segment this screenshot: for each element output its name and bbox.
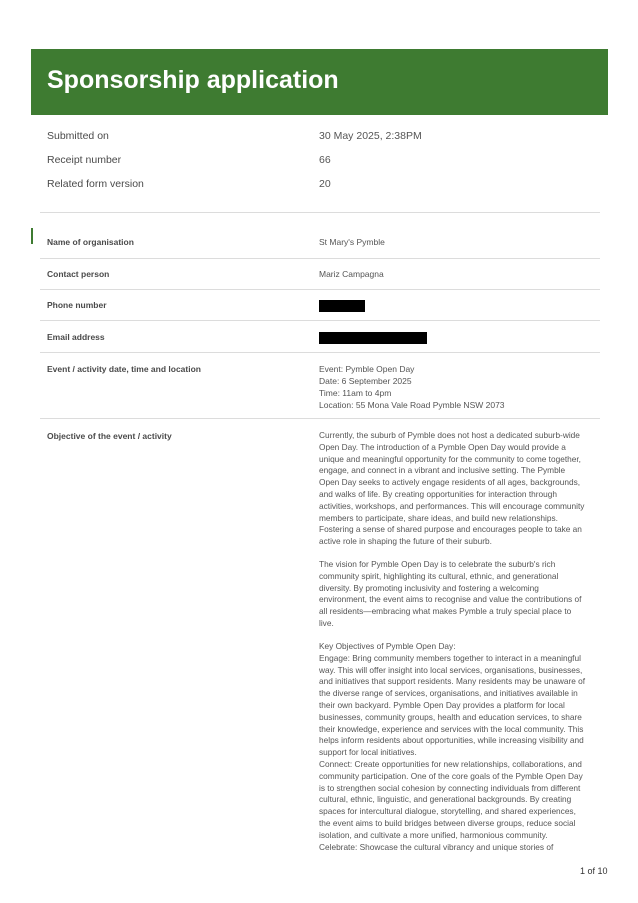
event-line: Date: 6 September 2025	[319, 376, 412, 386]
meta-value: 66	[319, 154, 331, 166]
text-line: cultural, ethnic, linguistic, and generational backgrounds. By creating	[319, 794, 572, 805]
text-line: engage, and connect in a vibrant and inclusive setting. The Pymble	[319, 465, 566, 476]
meta-row-form-version	[47, 178, 607, 198]
contact-label: Contact person	[47, 269, 110, 279]
text-line: isolation, and cultivate a more unified, harmonious community.	[319, 829, 548, 840]
organisation-value: St Mary's Pymble	[319, 237, 385, 247]
accent-marker	[31, 228, 33, 244]
text-line: live.	[319, 617, 334, 628]
contact-value: Mariz Campagna	[319, 269, 384, 279]
event-line: Event: Pymble Open Day	[319, 364, 415, 374]
text-line: Open Day. The introduction of a Pymble Open Day would provide a	[319, 441, 566, 452]
text-line: the diverse range of services, organisations, and initiatives available in	[319, 688, 578, 699]
event-line: Location: 55 Mona Vale Road Pymble NSW 2073	[319, 400, 505, 410]
row-divider	[40, 320, 600, 321]
text-line: and initiatives that support residents. Many residents may be unaware of	[319, 676, 586, 687]
text-line: support for local initiatives.	[319, 747, 417, 758]
email-label: Email address	[47, 332, 105, 342]
text-line: way. This will offer insight into local services, organisations, businesses,	[319, 664, 583, 675]
row-divider	[40, 258, 600, 259]
section-divider	[40, 212, 600, 213]
meta-label: Related form version	[47, 178, 144, 190]
text-line: Open Day seeks to actively engage residents of all ages, backgrounds,	[319, 477, 581, 488]
title-banner	[31, 49, 608, 115]
meta-value: 30 May 2025, 2:38PM	[319, 130, 422, 142]
text-line: diversity. By promoting inclusivity and fostering a welcoming	[319, 582, 539, 593]
objective-paragraph-1	[319, 430, 591, 548]
text-line: all residents—embracing what makes Pymble a truly special place to	[319, 606, 572, 617]
text-line: unique and meaningful opportunity for the community to come together,	[319, 453, 581, 464]
text-line: spaces for intercultural dialogue, storytelling, and shared experiences,	[319, 806, 576, 817]
text-line: environment, the event aims to recognise and value the contributions of	[319, 594, 582, 605]
text-line: Celebrate: Showcase the cultural vibrancy and unique stories of	[319, 841, 554, 852]
page-number: 1 of 10	[580, 866, 608, 876]
text-line: activities, workshops, and performances. This will encourage community	[319, 500, 585, 511]
text-line: Key Objectives of Pymble Open Day:	[319, 641, 456, 651]
row-divider	[40, 352, 600, 353]
objective-label: Objective of the event / activity	[47, 431, 172, 441]
event-label: Event / activity date, time and location	[47, 364, 201, 374]
text-line: their own backyard. Pymble Open Day provides a platform for local	[319, 699, 565, 710]
meta-value: 20	[319, 178, 331, 190]
page-title: Sponsorship application	[47, 66, 339, 94]
meta-row-submitted	[47, 130, 607, 150]
text-line: the event aims to build bridges between diverse groups, reduce social	[319, 817, 576, 828]
text-line: Fostering a sense of shared purpose and encourages people to take an	[319, 524, 582, 535]
text-line: Connect: Create opportunities for new relationships, collaborations, and	[319, 758, 582, 769]
meta-label: Submitted on	[47, 130, 109, 142]
text-line: helps inform residents about opportunities, while increasing visibility and	[319, 735, 584, 746]
meta-label: Receipt number	[47, 154, 122, 166]
text-line: Currently, the suburb of Pymble does not host a dedicated suburb-wide	[319, 430, 580, 440]
text-line: Engage: Bring community members together to interact in a meaningful	[319, 652, 581, 663]
phone-label: Phone number	[47, 300, 107, 310]
text-line: and walks of life. By creating opportunities for interaction through	[319, 488, 557, 499]
objective-paragraph-3	[319, 641, 591, 853]
objective-paragraph-2	[319, 559, 591, 630]
event-details	[319, 363, 505, 411]
event-line: Time: 11am to 4pm	[319, 388, 392, 398]
email-redacted	[319, 332, 427, 344]
text-line: businesses, community groups, health and education services, to share	[319, 711, 582, 722]
row-divider	[40, 418, 600, 419]
text-line: community spirit, highlighting its cultural, ethnic, and generational	[319, 570, 559, 581]
text-line: is to strengthen social cohesion by connecting individuals from different	[319, 782, 581, 793]
text-line: their knowledge, experience and services with the local community. This	[319, 723, 584, 734]
meta-row-receipt	[47, 154, 607, 174]
text-line: members to participate, share ideas, and build new relationships.	[319, 512, 558, 523]
phone-redacted	[319, 300, 365, 312]
organisation-label: Name of organisation	[47, 237, 134, 247]
text-line: community participation. One of the core goals of the Pymble Open Day	[319, 770, 583, 781]
text-line: active role in shaping the future of their suburb.	[319, 536, 492, 547]
text-line: The vision for Pymble Open Day is to celebrate the suburb's rich	[319, 559, 556, 569]
row-divider	[40, 289, 600, 290]
